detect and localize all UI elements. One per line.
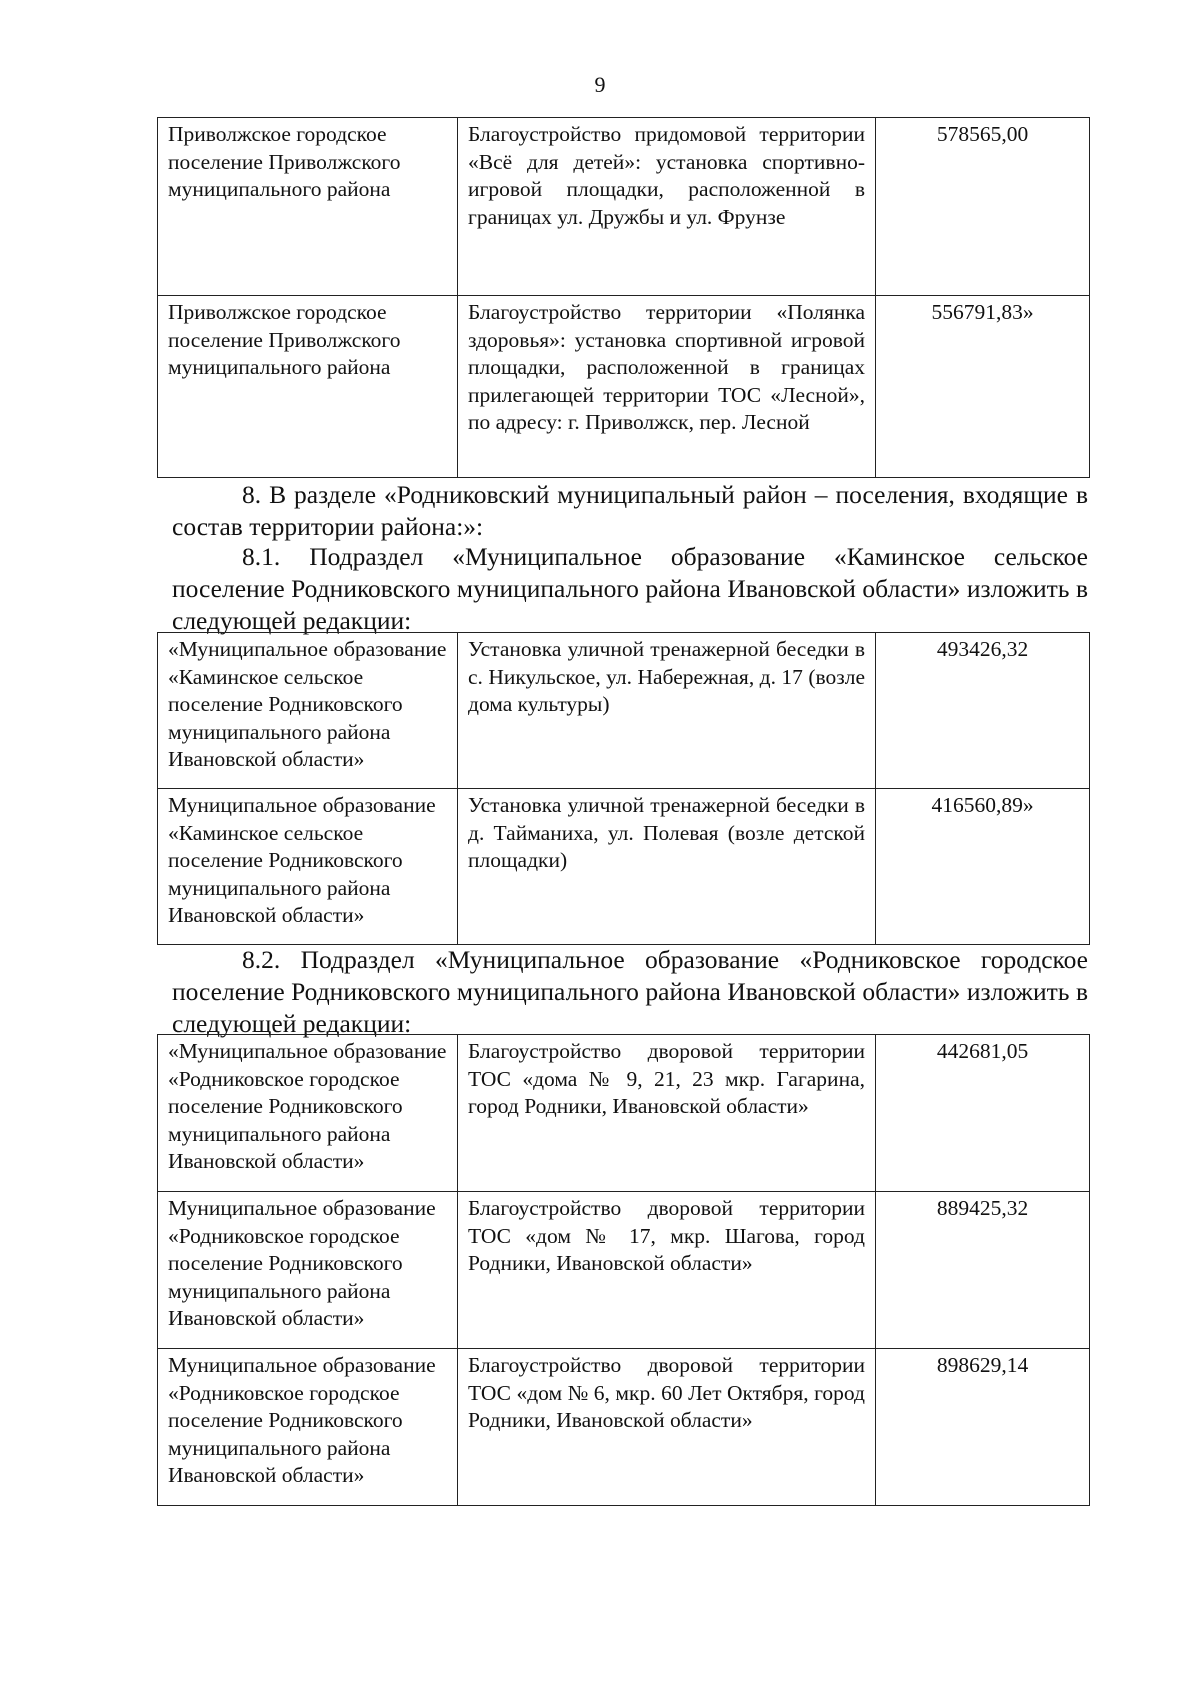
project-description-cell: Установка уличной тренажерной беседки в д. Тайманиха, ул. Полевая (возле детской площадки) xyxy=(458,789,876,945)
table-row xyxy=(158,1192,1090,1349)
amount-cell: 889425,32 xyxy=(876,1192,1090,1349)
municipality-cell: «Муниципальное образование «Каминское сельское поселение Родниковского муниципального района Ивановской области» xyxy=(158,633,458,789)
amount-cell: 416560,89» xyxy=(876,789,1090,945)
section-8-text: 8. В разделе «Родниковский муниципальный район – поселения, входящие в состав территории района:»: xyxy=(172,480,1088,541)
project-description-cell: Благоустройство дворовой территории ТОС «дома № 9, 21, 23 мкр. Гагарина, город Родники, Ивановской области» xyxy=(458,1035,876,1192)
section-8-2-text: 8.2. Подраздел «Муниципальное образование «Родниковское городское поселение Родниковского муниципального района Ивановской области» изложить в следующей редакции: xyxy=(172,945,1088,1038)
funding-table-rodniki xyxy=(157,1034,1090,1506)
project-description-cell: Установка уличной тренажерной беседки в с. Никульское, ул. Набережная, д. 17 (возле дома культуры) xyxy=(458,633,876,789)
municipality-cell: Муниципальное образование «Родниковское городское поселение Родниковского муниципального района Ивановской области» xyxy=(158,1192,458,1349)
table-row xyxy=(158,296,1090,478)
section-8-paragraph xyxy=(172,479,1088,543)
amount-cell: 493426,32 xyxy=(876,633,1090,789)
table-row xyxy=(158,633,1090,789)
section-8-1-text: 8.1. Подраздел «Муниципальное образование «Каминское сельское поселение Родниковского муниципального района Ивановской области» изложить в следующей редакции: xyxy=(172,542,1088,635)
amount-cell: 578565,00 xyxy=(876,118,1090,296)
amount-cell: 442681,05 xyxy=(876,1035,1090,1192)
section-8-2-paragraph xyxy=(172,944,1088,1040)
project-description-cell: Благоустройство территории «Полянка здоровья»: установка спортивной игровой площадки, расположенной в границах прилегающей территории ТОС «Лесной», по адресу: г. Приволжск, пер. Лесной xyxy=(458,296,876,478)
page-number: 9 xyxy=(594,72,606,97)
funding-table-kaminskoe xyxy=(157,632,1090,945)
table-row xyxy=(158,1349,1090,1506)
funding-table-privolzhsk xyxy=(157,117,1090,478)
project-description-cell: Благоустройство придомовой территории «Всё для детей»: установка спортивно-игровой площадки, расположенной в границах ул. Дружбы и ул. Фрунзе xyxy=(458,118,876,296)
section-8-1-paragraph xyxy=(172,541,1088,637)
amount-cell: 556791,83» xyxy=(876,296,1090,478)
municipality-cell: Приволжское городское поселение Приволжского муниципального района xyxy=(158,296,458,478)
municipality-cell: Муниципальное образование «Родниковское городское поселение Родниковского муниципального района Ивановской области» xyxy=(158,1349,458,1506)
project-description-cell: Благоустройство дворовой территории ТОС «дом № 17, мкр. Шагова, город Родники, Ивановской области» xyxy=(458,1192,876,1349)
project-description-cell: Благоустройство дворовой территории ТОС «дом № 6, мкр. 60 Лет Октября, город Родники, Ивановской области» xyxy=(458,1349,876,1506)
amount-cell: 898629,14 xyxy=(876,1349,1090,1506)
table-row xyxy=(158,789,1090,945)
municipality-cell: Приволжское городское поселение Приволжского муниципального района xyxy=(158,118,458,296)
table-row xyxy=(158,1035,1090,1192)
table-row xyxy=(158,118,1090,296)
municipality-cell: Муниципальное образование «Каминское сельское поселение Родниковского муниципального района Ивановской области» xyxy=(158,789,458,945)
municipality-cell: «Муниципальное образование «Родниковское городское поселение Родниковского муниципального района Ивановской области» xyxy=(158,1035,458,1192)
